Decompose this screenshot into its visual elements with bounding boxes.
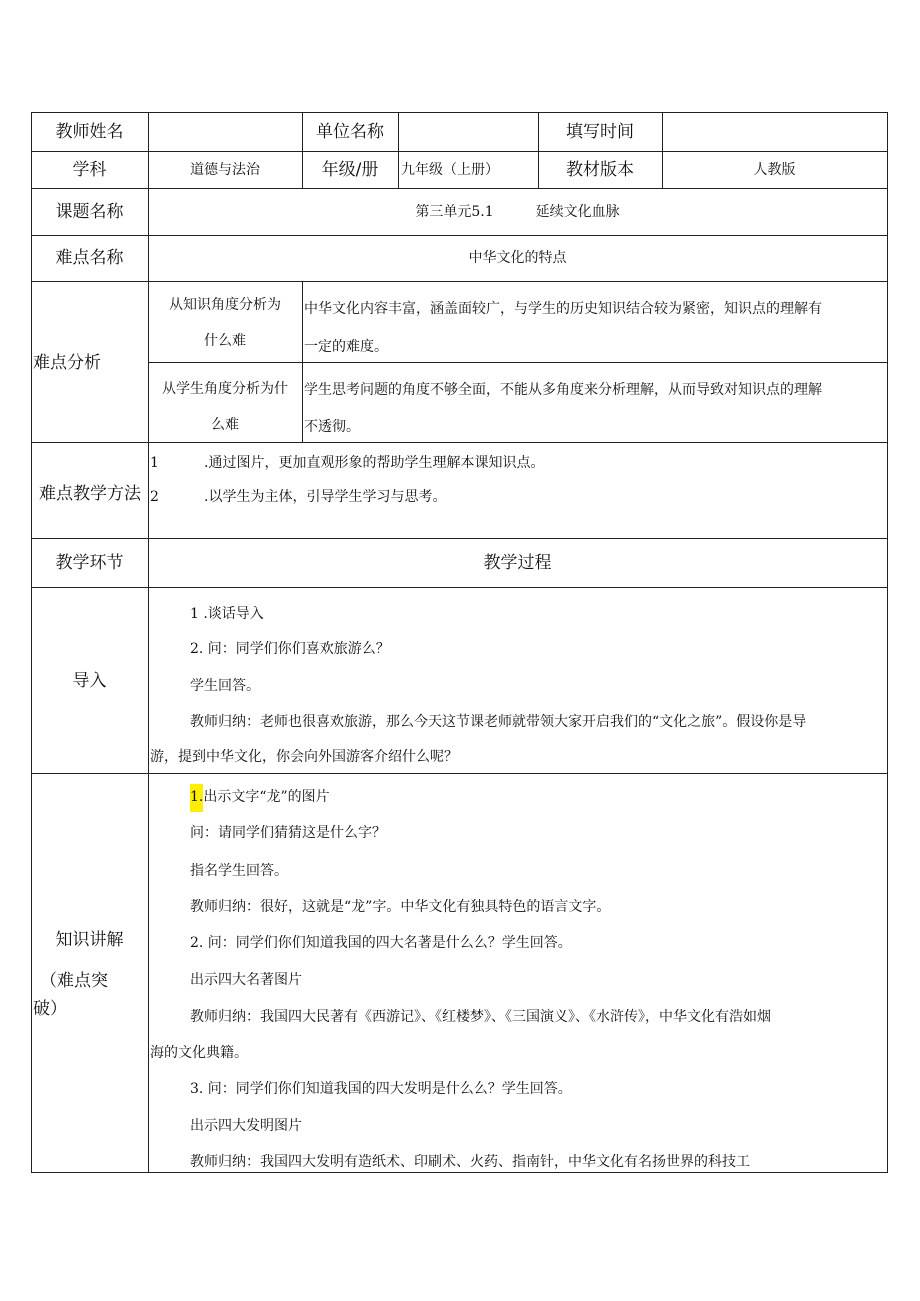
process-header: 教学过程	[483, 553, 552, 573]
knowledge-line: 问：请同学们猜猜这是什么字？	[190, 825, 386, 841]
intro-line: 游，提到中华文化，你会向外国游客介绍什么呢？	[150, 749, 458, 765]
topic-label: 课题名称	[55, 202, 124, 222]
method-item-text: .通过图片，更加直观形象的帮助学生理解本课知识点。	[204, 455, 545, 471]
table-border	[148, 362, 888, 363]
table-border	[31, 281, 888, 282]
subject-value: 道德与法治	[190, 162, 260, 178]
student-angle-text: 不透彻。	[304, 419, 360, 435]
highlight-mark: 1.	[190, 784, 203, 812]
knowledge-line: 3. 问：同学们你们知道我国的四大发明是什么么？学生回答。	[190, 1081, 572, 1097]
table-border	[31, 442, 888, 443]
intro-line: 1 .谈话导入	[190, 606, 264, 622]
knowledge-line: 教师归纳：很好，这就是“龙”字。中华文化有独具特色的语言文字。	[190, 899, 611, 915]
table-border	[148, 112, 149, 1173]
unit-name-label: 单位名称	[316, 122, 384, 142]
table-border	[31, 587, 888, 588]
table-border	[31, 773, 888, 774]
grade-label: 年级/册	[321, 160, 379, 180]
knowledge-line: 教师归纳：我国四大发明有造纸术、印刷术、火药、指南针，中华文化有名扬世界的科技工	[190, 1154, 750, 1170]
grade-value: 九年级（上册）	[401, 162, 499, 178]
intro-line: 教师归纳：老师也很喜欢旅游，那么今天这节课老师就带领大家开启我们的“文化之旅”。假设你是导	[190, 714, 807, 730]
knowledge-line: 指名学生回答。	[190, 863, 288, 879]
knowledge-line: 出示四大发明图片	[190, 1118, 302, 1134]
teacher-name-label: 教师姓名	[55, 122, 124, 142]
topic-value: 第三单元5.1 延续文化血脉	[415, 204, 620, 220]
intro-line: 学生回答。	[190, 678, 260, 694]
knowledge-line: 教师归纳：我国四大民著有《西游记》、《红楼梦》、《三国演义》、《水浒传》，中华文化有浩如烟	[190, 1009, 771, 1025]
table-border	[31, 112, 32, 1173]
difficulty-value: 中华文化的特点	[468, 250, 567, 266]
knowledge-line: 2. 问：同学们你们知道我国的四大名著是什么么？学生回答。	[190, 935, 572, 951]
knowledge-angle-label: 什么难	[204, 333, 246, 349]
intro-label: 导入	[72, 671, 107, 691]
knowledge-angle-text: 中华文化内容丰富，涵盖面较广，与学生的历史知识结合较为紧密，知识点的理解有	[304, 301, 822, 317]
knowledge-angle-label: 从知识角度分析为	[169, 297, 281, 313]
textbook-value: 人教版	[753, 162, 796, 178]
intro-line: 2. 问：同学们你们喜欢旅游么？	[190, 641, 390, 657]
table-border	[887, 112, 888, 1173]
knowledge-line: 出示四大名著图片	[190, 972, 302, 988]
textbook-label: 教材版本	[566, 160, 634, 180]
subject-label: 学科	[72, 160, 107, 180]
knowledge-label: 知识讲解	[55, 930, 124, 950]
analysis-label: 难点分析	[33, 353, 101, 373]
table-border	[31, 112, 888, 113]
table-border	[31, 188, 888, 189]
table-border	[662, 112, 663, 189]
table-border	[31, 1172, 888, 1173]
knowledge-angle-text: 一定的难度。	[304, 339, 388, 355]
table-border	[302, 281, 303, 443]
method-item-number: 1	[150, 455, 159, 471]
student-angle-label: 从学生角度分析为什	[162, 381, 288, 397]
table-border	[31, 151, 888, 152]
knowledge-label: （难点突	[40, 971, 108, 991]
knowledge-line	[190, 790, 330, 812]
stage-header: 教学环节	[55, 553, 124, 573]
fill-time-label: 填写时间	[566, 122, 634, 142]
table-border	[31, 538, 888, 539]
student-angle-text: 学生思考问题的角度不够全面，不能从多角度来分析理解，从而导致对知识点的理解	[304, 382, 822, 398]
method-label: 难点教学方法	[39, 484, 141, 504]
table-border	[398, 112, 399, 189]
knowledge-line: 海的文化典籍。	[150, 1045, 248, 1061]
student-angle-label: 么难	[211, 417, 239, 433]
difficulty-label: 难点名称	[55, 248, 124, 268]
knowledge-line-text: 出示文字“龙”的图片	[203, 789, 330, 805]
method-item-text: .以学生为主体，引导学生学习与思考。	[204, 489, 447, 505]
knowledge-label: 破）	[33, 999, 67, 1019]
method-item-number: 2	[150, 489, 159, 505]
table-border	[31, 235, 888, 236]
